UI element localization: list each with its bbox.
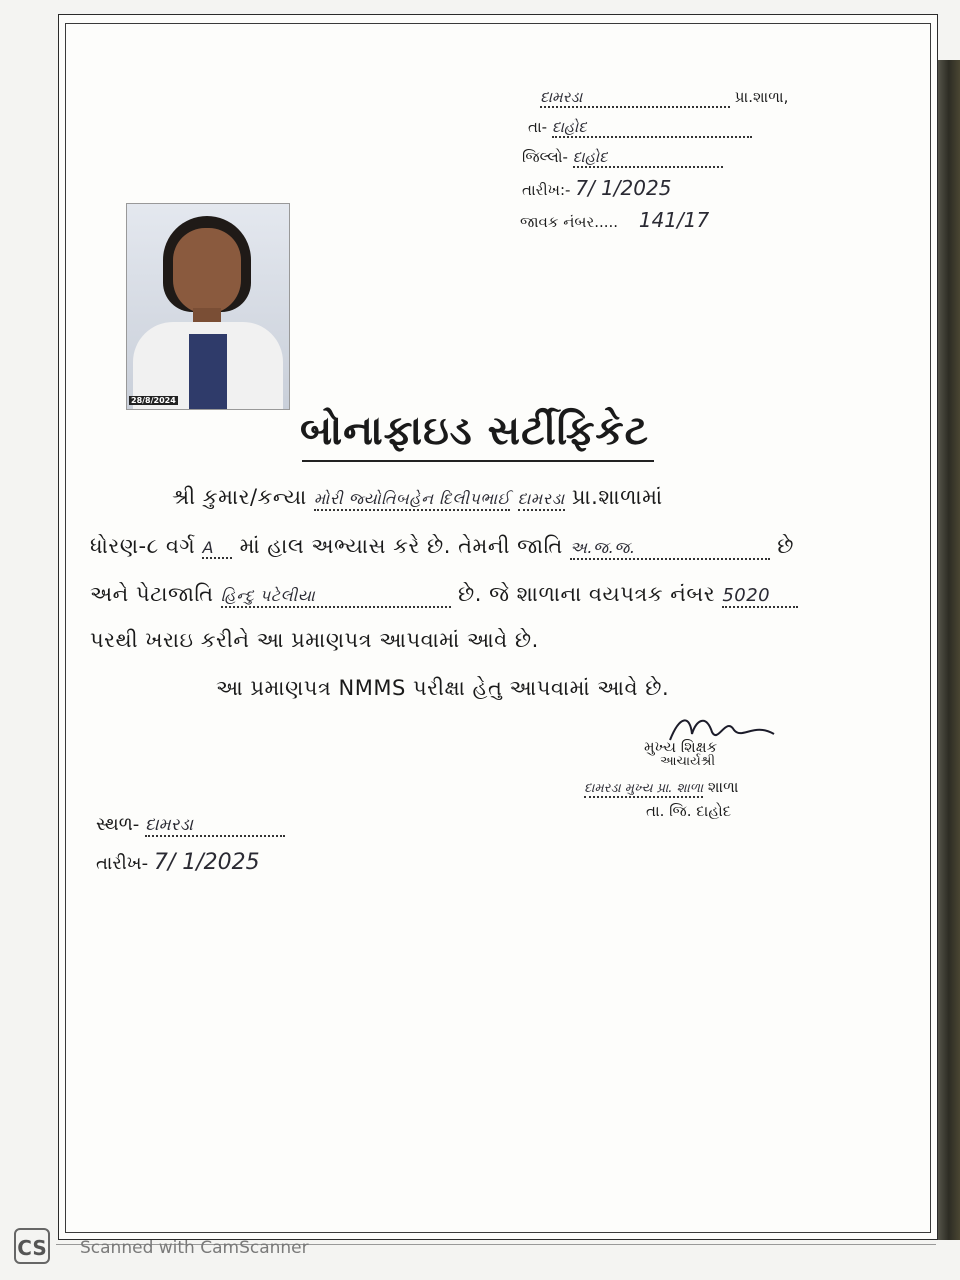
header-district-line xyxy=(522,148,723,168)
body-line-4: પરથી ખરાઇ કરીને આ પ્રમાણપત્ર આપવામાં આવે છે. xyxy=(90,628,539,652)
body-line2-middle: માં હાલ અભ્યાસ કરે છે. તેમની જાતિ xyxy=(239,534,563,558)
body-line-3 xyxy=(90,582,798,608)
header-date-label: તારીખ:- xyxy=(522,181,571,199)
signature-school-line xyxy=(584,778,738,798)
body-line1-school: દામરડા xyxy=(518,489,565,511)
place-line xyxy=(96,814,285,837)
signature-designation-2: આચાર્યશ્રી xyxy=(660,754,716,769)
header-date-line xyxy=(522,176,671,200)
camscanner-watermark: Scanned with CamScanner xyxy=(80,1238,309,1258)
header-outward-line xyxy=(520,208,709,232)
bottom-date-value: 7/ 1/2025 xyxy=(153,850,260,875)
title-underline xyxy=(302,460,654,462)
body-line3-middle: છે. જે શાળાના વયપત્રક નંબર xyxy=(457,582,716,606)
body-line3-prefix: અને પેટાજાતિ xyxy=(90,582,214,606)
certificate-title: બોનાફાઇડ સર્ટીફિકેટ xyxy=(300,408,649,454)
header-taluka-value: દાહોદ xyxy=(552,118,752,138)
bottom-date-label: તારીખ- xyxy=(96,853,149,874)
header-outward-value: 141/17 xyxy=(638,208,710,232)
body-line1-prefix: શ્રી કુમાર/કન્યા xyxy=(172,485,307,509)
body-line2-prefix: ધોરણ-૮ વર્ગ xyxy=(90,534,196,558)
camscanner-logo: CS xyxy=(14,1228,50,1264)
header-school-name: દામરડા xyxy=(540,88,730,108)
certificate-page xyxy=(58,14,938,1240)
place-value: દામરડા xyxy=(145,815,285,837)
header-district-label: જિલ્લો- xyxy=(522,148,568,166)
body-line-5: આ પ્રમાણપત્ર NMMS પરીક્ષા હેતુ આપવામાં આવે છે. xyxy=(216,676,670,700)
signature-school-suffix: શાળા xyxy=(707,778,739,796)
subcaste-value: હિન્દુ પટેલીયા xyxy=(221,586,451,608)
signature-address: તા. જિ. દાહોદ xyxy=(646,802,732,820)
body-line-1 xyxy=(172,485,663,511)
header-school-suffix: પ્રા.શાળા, xyxy=(734,88,789,106)
body-line1-suffix: પ્રા.શાળામાં xyxy=(571,485,663,509)
place-label: સ્થળ- xyxy=(96,814,140,835)
caste-value: અ.જ.જ. xyxy=(570,538,770,560)
photo-date-stamp: 28/8/2024 xyxy=(131,396,176,405)
signature-school-name: દામરડા મુખ્ય પ્રા. શાળા xyxy=(584,781,704,796)
body-line-2 xyxy=(90,534,794,560)
student-photo xyxy=(126,203,290,410)
header-district-value: દાહોદ xyxy=(573,148,723,168)
body-line2-suffix: છે xyxy=(777,534,794,558)
division-value: A xyxy=(202,538,232,559)
student-name: મોરી જ્યોતિબહેન દિલીપભાઈ xyxy=(314,489,510,511)
header-date-value: 7/ 1/2025 xyxy=(575,176,672,200)
header-taluka-line xyxy=(528,118,752,138)
header-school-line xyxy=(540,88,788,108)
header-outward-label: જાવક નંબર..... xyxy=(520,213,619,231)
register-number: 5020 xyxy=(722,585,798,608)
header-taluka-label: તા- xyxy=(528,118,548,136)
bottom-date-line xyxy=(96,850,260,875)
signature-designation: મુખ્ય શિક્ષક xyxy=(644,738,718,756)
